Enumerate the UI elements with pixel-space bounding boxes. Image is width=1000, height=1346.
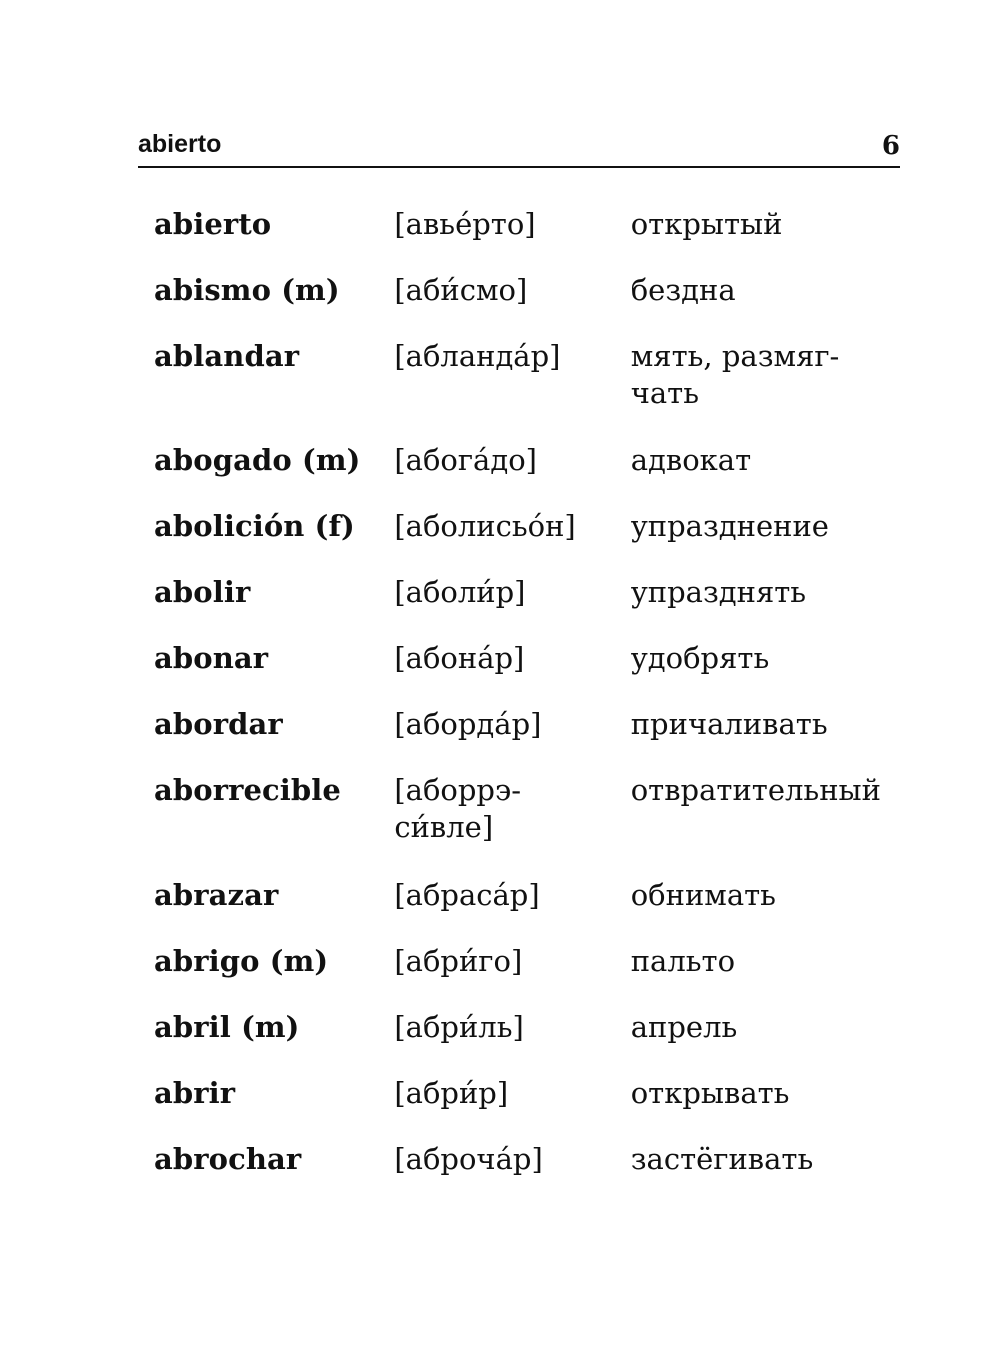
entry-transcription: [абона́р]: [394, 641, 525, 675]
dictionary-entry: [154, 206, 900, 272]
dictionary-entry: [154, 772, 900, 877]
entry-word: abrazar: [154, 878, 279, 912]
entry-translation: адвокат: [630, 443, 752, 477]
entry-word: abierto: [154, 207, 272, 241]
entry-word: abril (m): [154, 1010, 300, 1044]
entry-word: abolir: [154, 575, 251, 609]
entry-word: abolición (f): [154, 509, 355, 543]
entry-translation: отвратительный: [630, 773, 881, 807]
dictionary-entry: [154, 442, 900, 508]
running-head: [138, 128, 900, 168]
entry-word: abrigo (m): [154, 944, 329, 978]
dictionary-entry: [154, 1009, 900, 1075]
dictionary-entry: [154, 338, 900, 442]
entry-word: abismo (m): [154, 273, 340, 307]
entry-transcription: [абраса́р]: [394, 878, 540, 912]
dictionary-entry: [154, 706, 900, 772]
dictionary-entry: [154, 272, 900, 338]
entry-word: abogado (m): [154, 443, 361, 477]
entry-translation: причаливать: [630, 707, 828, 741]
entry-word: abrir: [154, 1076, 236, 1110]
dictionary-entry: [154, 574, 900, 640]
entry-word: ablandar: [154, 339, 300, 373]
dictionary-entry: [154, 640, 900, 706]
entry-transcription: [аболи́р]: [394, 575, 526, 609]
entry-translation: застёгивать: [630, 1142, 814, 1176]
entry-translation: упразднение: [630, 509, 829, 543]
entry-translation: открывать: [630, 1076, 790, 1110]
entry-translation: открытый: [630, 207, 783, 241]
dictionary-entry: [154, 877, 900, 943]
entry-word: aborrecible: [154, 773, 341, 807]
entry-translation: бездна: [630, 273, 736, 307]
entry-translation: обнимать: [630, 878, 776, 912]
entry-word: abonar: [154, 641, 269, 675]
entry-transcription: [аболисьо́н]: [394, 509, 576, 543]
entry-transcription: [авье́рто]: [394, 207, 536, 241]
entry-word: abordar: [154, 707, 283, 741]
entry-transcription: [абога́до]: [394, 443, 537, 477]
entry-translation: мять, размяг- чать: [630, 339, 840, 410]
entry-transcription: [абри́ль]: [394, 1010, 524, 1044]
entry-transcription: [абри́го]: [394, 944, 523, 978]
dictionary-entry: [154, 1141, 900, 1207]
entry-transcription: [аброча́р]: [394, 1142, 543, 1176]
dictionary-entry: [154, 943, 900, 1009]
dictionary-entries: [154, 206, 900, 1207]
dictionary-entry: [154, 1075, 900, 1141]
entry-transcription: [аби́смо]: [394, 273, 528, 307]
entry-translation: апрель: [630, 1010, 738, 1044]
entry-transcription: [абланда́р]: [394, 339, 561, 373]
entry-translation: удобрять: [630, 641, 770, 675]
page-number: 6: [881, 131, 900, 161]
entry-transcription: [аборрэ- си́вле]: [394, 773, 522, 844]
entry-word: abrochar: [154, 1142, 302, 1176]
entry-transcription: [абри́р]: [394, 1076, 509, 1110]
entry-transcription: [аборда́р]: [394, 707, 542, 741]
running-head-word: abierto: [138, 130, 222, 158]
dictionary-entry: [154, 508, 900, 574]
entry-translation: упразднять: [630, 575, 807, 609]
entry-translation: пальто: [630, 944, 736, 978]
